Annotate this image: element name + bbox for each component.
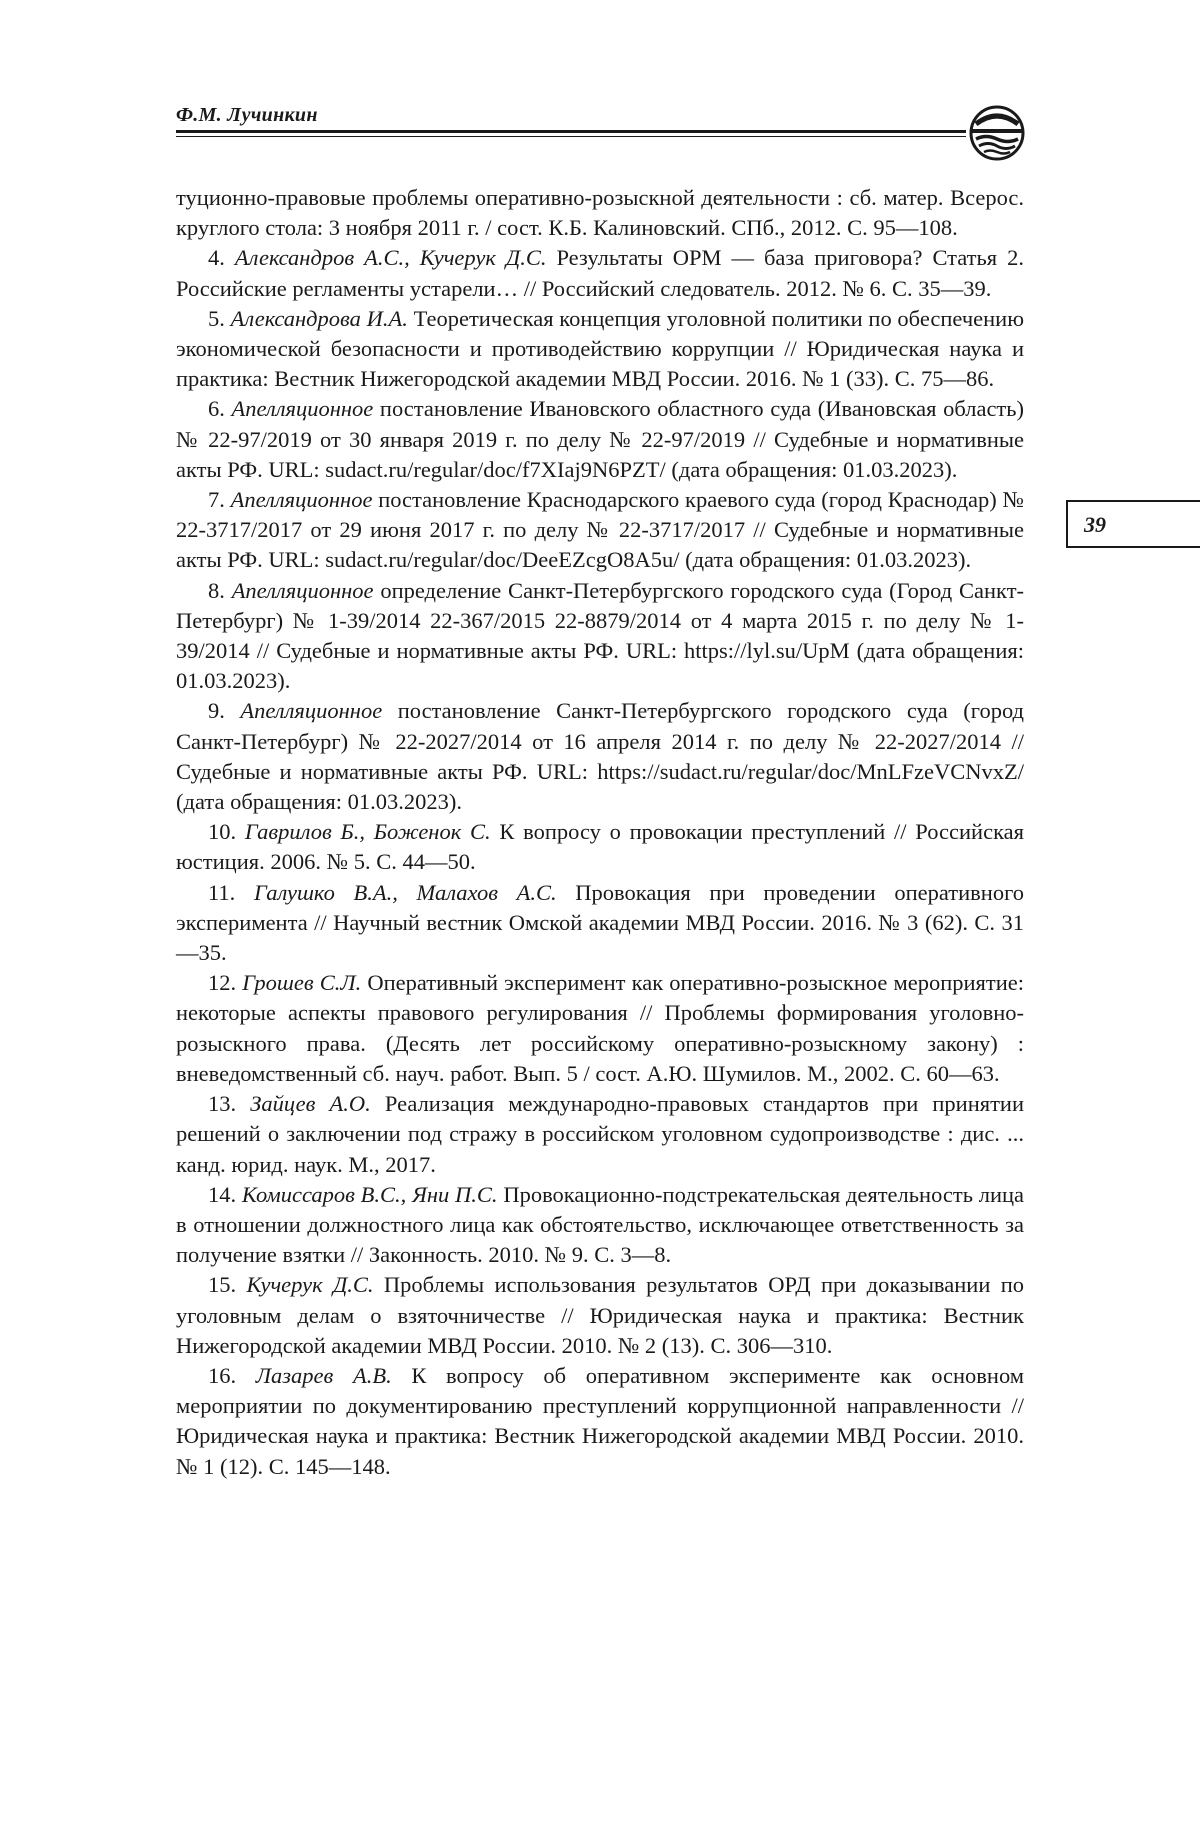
reference-item bbox=[176, 817, 1024, 877]
reference-text: постановление Ивановского областного суда (Ивановская область) № 22-97/2019 от 30 января 2019 г. по делу № 22-97/2019 // Судебные и нормативные акты РФ. URL: sudact.ru/regular/doc/f7XIaj9N6PZT/ (дата обращения: 01.03.2023). bbox=[176, 396, 1025, 482]
reference-item bbox=[176, 1089, 1024, 1180]
reference-text: Провокационно-подстрекательская деятельность лица в отношении должностного лица как обстоятельство, исключающее ответственность за получение взятки // Законность. 2010. № 9. С. 3—8. bbox=[176, 1181, 1025, 1268]
reference-number: 12. bbox=[208, 970, 237, 996]
reference-text: постановление Санкт-Петербургского городского суда (город Санкт-Петербург) № 22-2027/2014 от 16 апреля 2014 г. по делу № 22-2027/2014 // Судебные и нормативные акты РФ. URL: https://sudact.ru/regular/doc/MnLFzeVCNvxZ/ (дата обращения: 01.03.2023). bbox=[176, 698, 1024, 815]
reference-author: Александрова И.А. bbox=[230, 305, 408, 331]
reference-author: Зайцев А.О. bbox=[250, 1091, 371, 1117]
reference-text: Реализация международно-правовых стандартов при принятии решений о заключении под стражу в российском уголовном судопроизводстве : дис. ... канд. юрид. наук. М., 2017. bbox=[176, 1091, 1025, 1177]
reference-author: Апелляционное bbox=[230, 487, 373, 513]
page-number: 39 bbox=[1084, 512, 1106, 537]
reference-author: Апелляционное bbox=[231, 396, 374, 422]
reference-text: определение Санкт-Петербургского городского суда (Город Санкт-Петербург) № 1-39/2014 22-367/2015 22-8879/2014 от 4 марта 2015 г. по делу № 1-39/2014 // Судебные и нормативные акты РФ. URL: https://lyl.su/UpM (дата обращения: 01.03.2023). bbox=[176, 577, 1025, 694]
header-rule-thin bbox=[176, 136, 966, 137]
reference-item bbox=[176, 696, 1024, 817]
reference-number: 7. bbox=[208, 487, 225, 513]
reference-number: 13. bbox=[208, 1091, 237, 1117]
reference-item bbox=[176, 243, 1024, 303]
reference-continuation: туционно-правовые проблемы оперативно-розыскной деятельности : сб. матер. Всерос. круглого стола: 3 ноября 2011 г. / сост. К.Б. Калиновский. СПб., 2012. С. 95—108. bbox=[176, 185, 1024, 241]
reference-text: К вопросу о провокации преступлений // Российская юстиция. 2006. № 5. С. 44—50. bbox=[176, 819, 1025, 875]
reference-text: Проблемы использования результатов ОРД при доказывании по уголовным делам о взяточничестве // Юридическая наука и практика: Вестник Нижегородской академии МВД России. 2010. № 2 (13). С. 306—310. bbox=[176, 1272, 1025, 1358]
reference-number: 8. bbox=[208, 577, 225, 603]
reference-entries bbox=[176, 243, 1024, 1481]
journal-logo-icon bbox=[968, 104, 1026, 162]
reference-text: Результаты ОРМ — база приговора? Статья 2. Российские регламенты устарели… // Российский следователь. 2012. № 6. С. 35—39. bbox=[176, 245, 1024, 301]
reference-number: 5. bbox=[208, 305, 225, 331]
reference-item bbox=[176, 1361, 1024, 1482]
reference-text: К вопросу об оперативном эксперименте как основном мероприятии по документированию преступлений коррупционной направленности // Юридическая наука и практика: Вестник Нижегородской академии МВД России. 2010. № 1 (12). С. 145—148. bbox=[176, 1362, 1025, 1479]
running-head-author: Ф.М. Лучинкин bbox=[176, 104, 318, 126]
reference-text: Оперативный эксперимент как оперативно-розыскное мероприятие: некоторые аспекты правового регулирования // Проблемы формирования уголовно-розыскного права. (Десять лет российскому оперативно-розыскному закону) : вневедомственный сб. науч. работ. Вып. 5 / сост. А.Ю. Шумилов. М., 2002. С. 60—63. bbox=[176, 970, 1025, 1086]
reference-author: Александров А.С., Кучерук Д.С. bbox=[234, 245, 547, 271]
reference-text: Провокация при проведении оперативного эксперимента // Научный вестник Омской академии МВД России. 2016. № 3 (62). С. 31—35. bbox=[176, 879, 1024, 966]
reference-number: 11. bbox=[208, 879, 236, 905]
reference-author: Гаврилов Б., Боженок С. bbox=[244, 819, 491, 845]
reference-number: 14. bbox=[208, 1181, 237, 1207]
reference-author: Комиссаров В.С., Яни П.С. bbox=[241, 1181, 498, 1207]
reference-number: 4. bbox=[208, 245, 225, 271]
reference-text: постановление Краснодарского краевого суда (город Краснодар) № 22-3717/2017 от 29 июня 2017 г. по делу № 22-3717/2017 // Судебные и нормативные акты РФ. URL: sudact.ru/regular/doc/DeeEZcgO8A5u/ (дата обращения: 01.03.2023). bbox=[176, 487, 1024, 573]
reference-item bbox=[176, 304, 1024, 395]
reference-number: 6. bbox=[208, 396, 225, 422]
reference-number: 16. bbox=[208, 1362, 237, 1388]
reference-item bbox=[176, 878, 1024, 969]
reference-item bbox=[176, 968, 1024, 1089]
reference-item bbox=[176, 1180, 1024, 1271]
header-rule-thick bbox=[176, 130, 966, 133]
reference-item bbox=[176, 394, 1024, 485]
reference-text: Теоретическая концепция уголовной политики по обеспечению экономической безопасности и противодействию коррупции // Юридическая наука и практика: Вестник Нижегородской академии МВД России. 2016. № 1 (33). С. 75—86. bbox=[176, 305, 1025, 392]
reference-author: Галушко В.А., Малахов А.С. bbox=[253, 879, 557, 905]
page-number-tab bbox=[1066, 500, 1200, 548]
reference-item bbox=[176, 576, 1024, 697]
reference-author: Апелляционное bbox=[240, 698, 383, 724]
reference-number: 9. bbox=[208, 698, 225, 724]
reference-item bbox=[176, 485, 1024, 576]
page-header bbox=[176, 104, 1024, 144]
reference-author: Лазарев А.В. bbox=[255, 1362, 392, 1388]
reference-author: Апелляционное bbox=[231, 577, 374, 603]
reference-number: 15. bbox=[208, 1272, 237, 1298]
reference-item bbox=[176, 1270, 1024, 1361]
reference-list bbox=[176, 183, 1024, 1482]
reference-number: 10. bbox=[208, 819, 237, 845]
reference-author: Грошев С.Л. bbox=[242, 970, 362, 996]
reference-author: Кучерук Д.С. bbox=[246, 1272, 374, 1298]
